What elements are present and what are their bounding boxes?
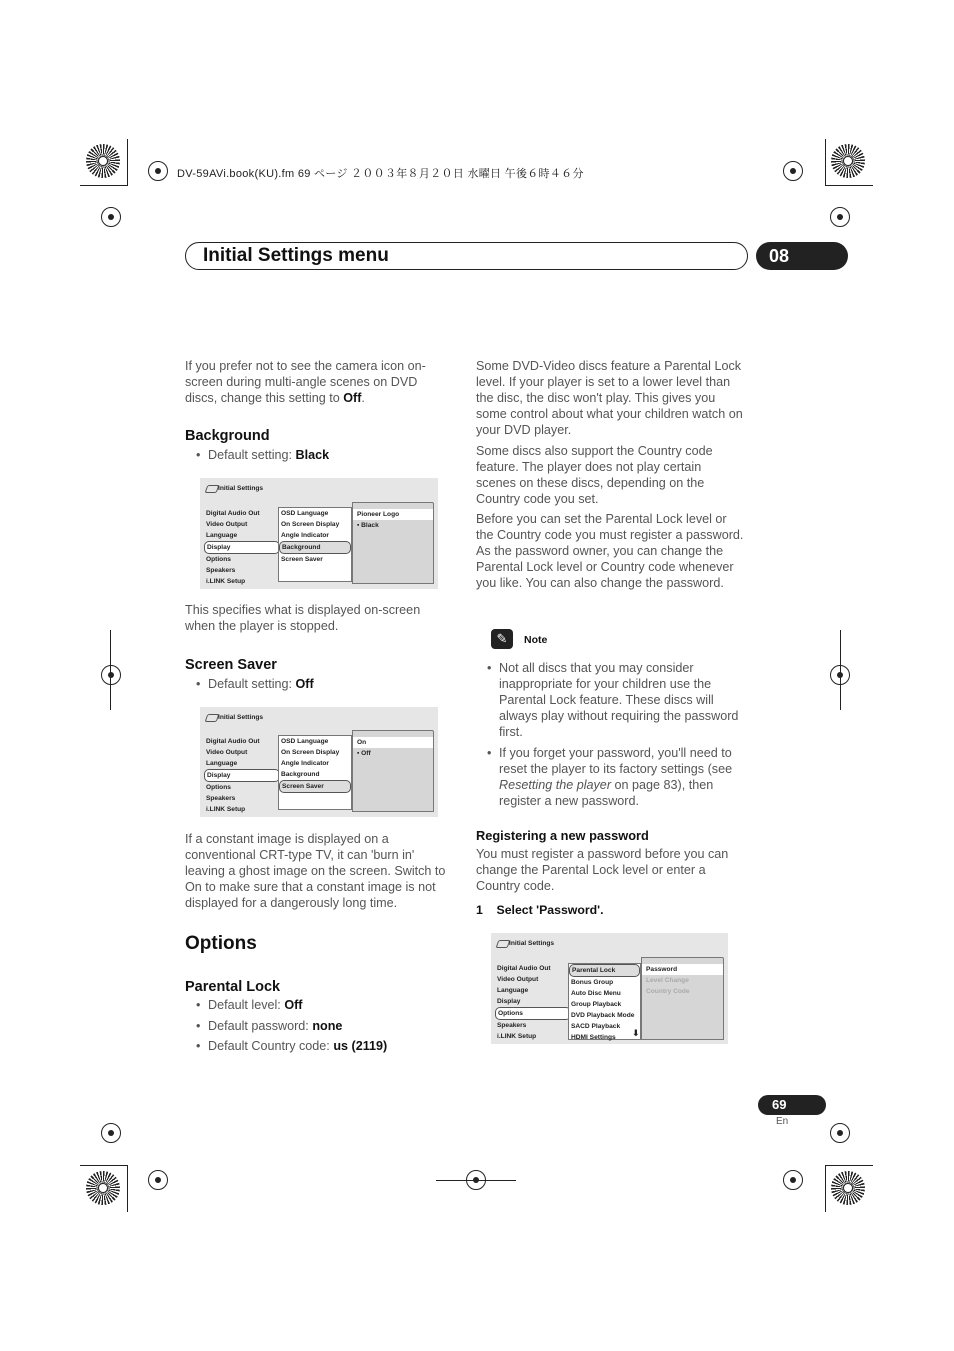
menu-screenshot-background bbox=[200, 478, 438, 589]
intro-paragraph: If you prefer not to see the camera icon on-screen during multi-angle scenes on DVD discs, change this setting to Off. bbox=[185, 359, 426, 405]
chapter-badge: 08 bbox=[756, 242, 848, 270]
menu-option-list: OSD Language On Screen Display Angle Indicator Background Screen Saver bbox=[278, 735, 352, 810]
menu-title: Initial Settings bbox=[509, 940, 555, 947]
crosshair-mark bbox=[101, 665, 121, 685]
crosshair-mark bbox=[830, 1123, 850, 1143]
screen-saver-default: • Default setting: Off bbox=[208, 677, 314, 691]
menu-value-list: Password Level Change Country Code bbox=[641, 957, 724, 1040]
note-label: Note bbox=[524, 634, 548, 646]
menu-title: Initial Settings bbox=[218, 485, 264, 492]
menu-title: Initial Settings bbox=[218, 714, 264, 721]
crop-line bbox=[826, 185, 873, 186]
menu-value-list: On ▪ Off bbox=[352, 730, 434, 812]
file-meta: DV-59AVi.book(KU).fm 69 ページ ２００３年８月２０日 水曜日 午後６時４６分 bbox=[177, 168, 584, 180]
options-heading: Options bbox=[185, 933, 257, 954]
crosshair-mark bbox=[148, 161, 168, 181]
crosshair-mark bbox=[830, 207, 850, 227]
crop-line bbox=[825, 1165, 826, 1212]
crosshair-mark bbox=[101, 1123, 121, 1143]
crosshair-mark bbox=[101, 207, 121, 227]
crosshair-mark bbox=[783, 1170, 803, 1190]
screen-saver-heading: Screen Saver bbox=[185, 657, 277, 673]
page-title: Initial Settings menu bbox=[203, 245, 389, 266]
parental-lock-default-country: • Default Country code: us (2119) bbox=[208, 1039, 387, 1053]
scroll-down-arrow-icon: ⬇ bbox=[632, 1028, 640, 1038]
registration-star-top-left bbox=[86, 144, 120, 178]
parental-lock-heading: Parental Lock bbox=[185, 979, 281, 995]
crop-line bbox=[80, 185, 127, 186]
step-1: 1 Select 'Password'. bbox=[476, 903, 604, 917]
crop-line bbox=[826, 1165, 873, 1166]
menu-category-list: Digital Audio Out Video Output Language Display Options Speakers i.LINK Setup bbox=[204, 736, 280, 815]
crop-line bbox=[825, 139, 826, 186]
pencil-icon: ✎ bbox=[491, 629, 513, 649]
note-item-2: • If you forget your password, you'll need to reset the player to its factory settings (see Resetting the player on page 83), then register a new password. bbox=[499, 745, 747, 809]
parental-lock-default-password: • Default password: none bbox=[208, 1019, 342, 1033]
registration-star-bottom-left bbox=[86, 1171, 120, 1205]
menu-screenshot-options bbox=[491, 933, 728, 1044]
parental-lock-paragraph-1: Some DVD-Video discs feature a Parental Lock level. If your player is set to a lower level than the disc, the disc won't play. This gives you some control about what your children watch on your DVD player. bbox=[476, 359, 743, 437]
menu-screenshot-screen-saver bbox=[200, 707, 438, 817]
registration-star-top-right bbox=[831, 144, 865, 178]
register-password-text: You must register a password before you can change the Parental Lock level or enter a Country code. bbox=[476, 847, 729, 893]
parental-lock-paragraph-3: Before you can set the Parental Lock level or the Country code you must register a password. As the password owner, you can change the Parental Lock level or Country code whenever you like. You can also change the password. bbox=[476, 512, 744, 590]
background-description: This specifies what is displayed on-screen when the player is stopped. bbox=[185, 603, 421, 633]
register-password-heading: Registering a new password bbox=[476, 828, 649, 843]
crop-line bbox=[110, 630, 111, 710]
background-heading: Background bbox=[185, 428, 270, 444]
parental-lock-default-level: • Default level: Off bbox=[208, 998, 303, 1012]
background-default: • Default setting: Black bbox=[208, 448, 329, 462]
menu-option-list: OSD Language On Screen Display Angle Indicator Background Screen Saver bbox=[278, 507, 352, 582]
page-number: 69 bbox=[758, 1095, 826, 1115]
crop-line bbox=[840, 630, 841, 710]
registration-star-bottom-right bbox=[831, 1171, 865, 1205]
crop-line bbox=[127, 139, 128, 186]
note-item-1: • Not all discs that you may consider inappropriate for your children use the Parental Lock feature. These discs will always play without requiring the password first. bbox=[499, 660, 744, 740]
crosshair-mark bbox=[783, 161, 803, 181]
crop-line bbox=[127, 1165, 128, 1212]
menu-category-list: Digital Audio Out Video Output Language Display Options Speakers i.LINK Setup bbox=[495, 963, 571, 1042]
menu-value-list: Pioneer Logo ▪ Black bbox=[352, 502, 434, 584]
crop-line bbox=[80, 1165, 127, 1166]
menu-category-list: Digital Audio Out Video Output Language Display Options Speakers i.LINK Setup bbox=[204, 508, 280, 587]
crosshair-mark bbox=[148, 1170, 168, 1190]
language-label: En bbox=[776, 1116, 789, 1127]
menu-option-list: Parental Lock Bonus Group Auto Disc Menu Group Playback DVD Playback Mode SACD Playback HDMI Settings bbox=[568, 963, 641, 1040]
crop-line bbox=[436, 1180, 516, 1181]
screen-saver-description: If a constant image is displayed on a conventional CRT-type TV, it can 'burn in' leaving a ghost image on the screen. Switch to On to make sure that a constant image is not displayed for a dangerously long time. bbox=[185, 832, 446, 910]
parental-lock-paragraph-2: Some discs also support the Country code feature. The player does not play certain scenes on these discs, depending on the Country code you set. bbox=[476, 444, 713, 506]
